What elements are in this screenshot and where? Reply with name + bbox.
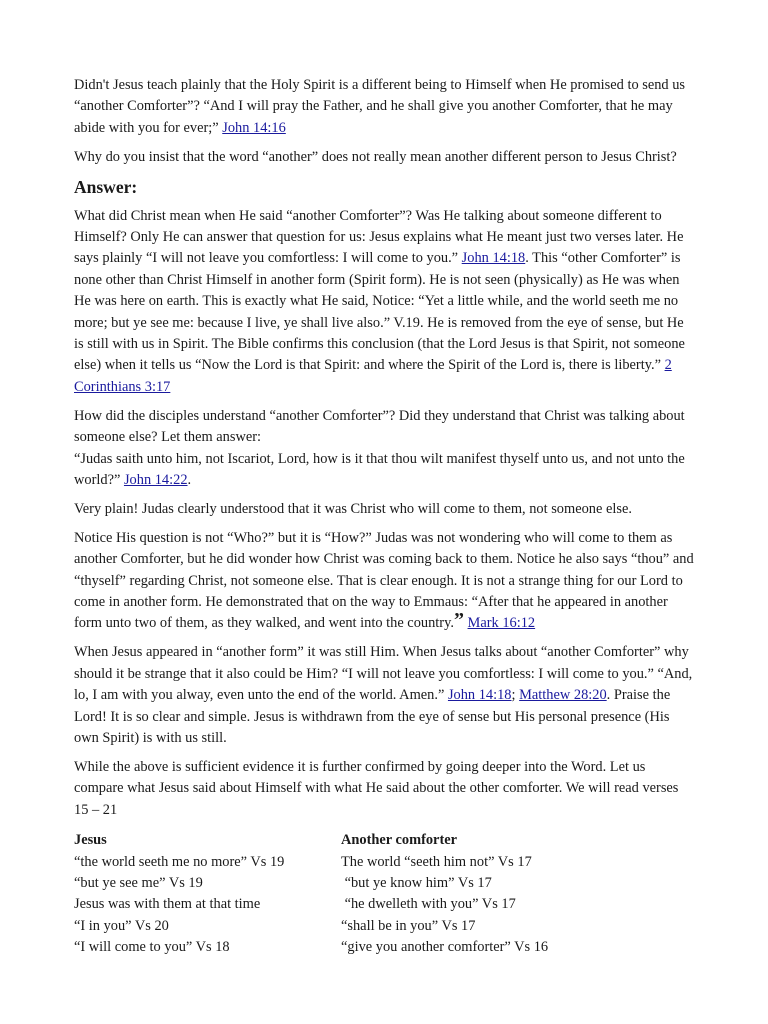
ref-link-john-14-18[interactable]: John 14:18 [461,250,526,267]
article-body [74,75,696,959]
ref-link-john-14-18-b[interactable]: John 14:18 [447,687,512,704]
paragraph-text: . [187,472,192,488]
paragraph-text: Notice His question is not “Who?” but it is “How?” Judas was not wondering who will come to them as another Comforter, but he did wonder how Christ was coming back to them. Notice he also says “thou” and “thyself” regarding Christ, not someone else. That is clear enough. It is not a strange thing for our Lord to come in another form. He demonstrated that on the way to Emmaus: “After that he appeared in another form unto two of them, as they walked, and went into the country. [74,529,694,632]
answer-heading: Answer: [74,176,138,197]
header-another-comforter: Another comforter [341,832,458,849]
paragraph-text: How did the disciples understand “another Comforter”? Did they understand that Christ was talking about someone else? Let them answer: [74,407,685,446]
jesus-cell: Jesus was with them at that time [74,896,261,913]
quote-text: “Judas saith unto him, not Iscariot, Lord, how is it that thou wilt manifest thyself unto us, and not unto the world?” [74,450,685,488]
header-jesus: Jesus [74,832,107,849]
comforter-cell: “shall be in you” Vs 17 [341,917,476,934]
table-row [74,852,594,873]
answer-paragraph-5 [74,642,696,749]
comforter-cell: “give you another comforter” Vs 16 [341,939,549,956]
ref-link-matthew-28-20[interactable]: Matthew 28:20 [519,687,607,704]
comparison-table [74,830,594,958]
jesus-cell: “the world seeth me no more” Vs 19 [74,853,285,870]
question-text: Didn't Jesus teach plainly that the Holy Spirit is a different being to Himself when He promised to send us “another Comforter”? “And I will pray the Father, and he shall give you another Comforter, that he may abide with you for ever;” [74,77,686,136]
table-row [74,916,594,937]
question-paragraph-2: Why do you insist that the word “another” does not really mean another different person to Jesus Christ? [74,148,677,165]
answer-paragraph-2 [74,406,696,492]
comforter-cell: “but ye know him” Vs 17 [341,874,492,891]
table-row [74,937,594,958]
table-row [74,873,594,894]
paragraph-text: . This “other Comforter” is none other than Christ Himself in another form (Spirit form). He is not seen (physically) as He was when He was here on earth. This is exactly what He said, Notice: “Yet a little while, and the world seeth me no more; but ye see me: because I live, ye shall live also.” V.19. He is removed from the eye of sense, but He is still with us in Spirit. The Bible confirms this conclusion (that the Lord Jesus is that Spirit, not someone else) when it tells us “Now the Lord is that Spirit: and where the Spirit of the Lord is, there is liberty.” [74,250,685,374]
paragraph-text: What did Christ mean when He said “another Comforter”? Was He talking about someone different to Himself? Only He can answer that question for us: Jesus explains what He meant just two verses later. He says plainly “I will not leave you comfortless: I will come to you.” [74,207,684,267]
answer-paragraph-1 [74,206,696,399]
jesus-cell: “I in you” Vs 20 [74,917,169,934]
question-paragraph-1 [74,75,696,139]
answer-paragraph-4 [74,528,696,635]
ref-link-john-14-16[interactable]: John 14:16 [222,119,286,136]
paragraph-text: When Jesus appeared in “another form” it was still Him. When Jesus talks about “another Comforter” why should it be strange that it also could be Him? “I will not leave you comfortless: I will come to you.” “And, lo, I am with you alway, even unto the end of the world. Amen.” [74,644,693,704]
answer-paragraph-3: Very plain! Judas clearly understood that it was Christ who will come to them, not someone else. [74,500,632,517]
jesus-cell: “I will come to you” Vs 18 [74,939,230,956]
ref-link-mark-16-12[interactable]: Mark 16:12 [467,615,536,632]
comforter-cell: The world “seeth him not” Vs 17 [341,853,532,870]
separator: ; [511,687,520,704]
ref-link-2-corinthians-3-17[interactable]: 2 Corinthians 3:17 [74,357,672,395]
comparison-header-row [74,830,594,851]
comforter-cell: “he dwelleth with you” Vs 17 [341,896,516,913]
paragraph-text: . Praise the Lord! It is so clear and simple. Jesus is withdrawn from the eye of sense but His personal presence (His own Spirit) is with us still. [74,687,671,746]
table-row [74,894,594,915]
answer-paragraph-6: While the above is sufficient evidence it is further confirmed by going deeper into the Word. Let us compare what Jesus said about Himself with what He said about the other comforter. We will read verses 15 – 21 [74,758,679,818]
ref-link-john-14-22[interactable]: John 14:22 [123,472,188,488]
jesus-cell: “but ye see me” Vs 19 [74,874,203,891]
closing-quote-mark: ” [453,609,464,632]
